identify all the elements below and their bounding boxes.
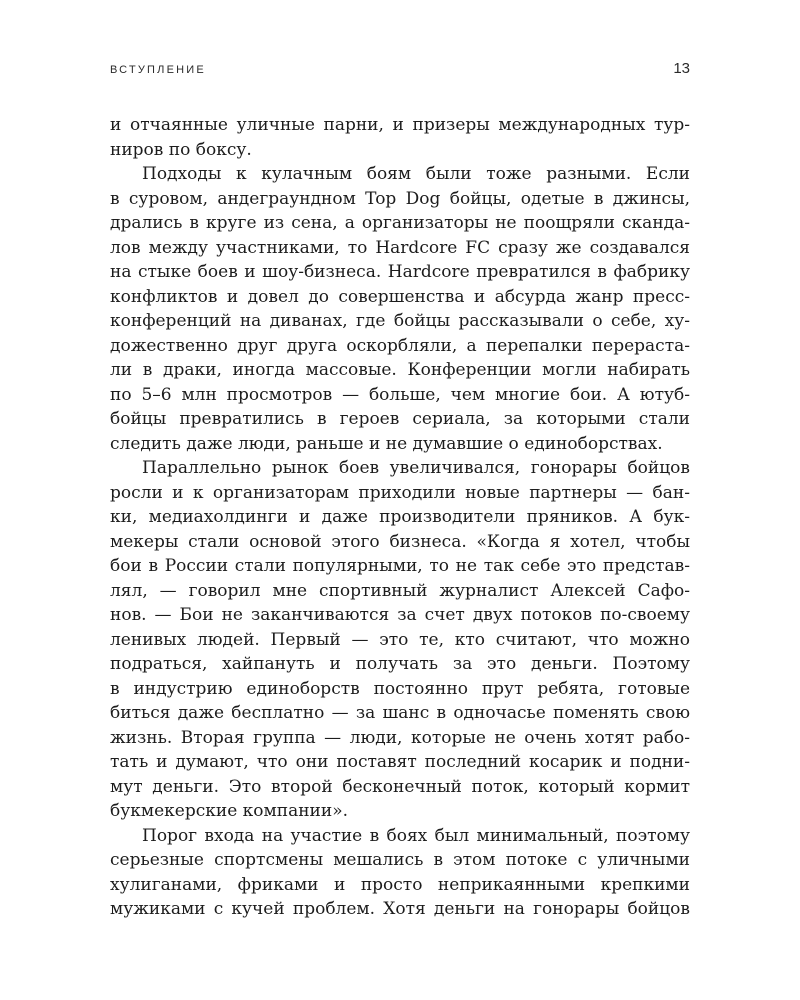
text-line: серьезные спортсмены мешались в этом потоке с уличными: [110, 850, 690, 870]
body-text: [110, 113, 690, 922]
text-line: в суровом, андеграундном Top Dog бойцы, одетые в джинсы,: [110, 188, 690, 209]
text-line: хулиганами, фриками и просто неприкаянными крепкими: [110, 874, 690, 895]
text-line: жизнь. Вторая группа — люди, которые не очень хотят рабо-: [110, 727, 690, 748]
text-line: лов между участниками, то Hardcore FC сразу же создавался: [110, 237, 690, 258]
text-line: ки, медиахолдинги и даже производители пряников. А бук-: [110, 507, 690, 527]
page-number: 13: [673, 60, 690, 77]
text-line: бойцы превратились в героев сериала, за которыми стали: [110, 409, 690, 429]
text-line: по 5–6 млн просмотров — больше, чем многие бои. А ютуб-: [110, 384, 690, 405]
text-line: лял, — говорил мне спортивный журналист Алексей Сафо-: [110, 580, 690, 601]
text-line: на стыке боев и шоу-бизнеса. Hardcore превратился в фабрику: [110, 262, 690, 282]
text-line: ниров по боксу.: [110, 139, 252, 160]
text-line: ленивых людей. Первый — это те, кто считают, что можно: [110, 629, 690, 650]
text-line: подраться, хайпануть и получать за это деньги. Поэтому: [110, 654, 690, 674]
text-line: ли в драки, иногда массовые. Конференции могли набирать: [110, 360, 690, 380]
text-line: мут деньги. Это второй бесконечный поток, который кормит: [110, 776, 690, 797]
running-head: ВСТУПЛЕНИЕ: [110, 64, 206, 76]
text-line: Подходы к кулачным боям были тоже разными. Если: [142, 164, 690, 184]
text-line: бои в России стали популярными, то не так себе это представ-: [110, 556, 690, 576]
text-line: росли и к организаторам приходили новые партнеры — бан-: [110, 482, 690, 503]
text-line: конфликтов и довел до совершенства и абсурда жанр пресс-: [110, 286, 690, 307]
text-line: нов. — Бои не заканчиваются за счет двух потоков по-своему: [110, 605, 690, 625]
text-line: мекеры стали основой этого бизнеса. «Когда я хотел, чтобы: [110, 531, 690, 552]
text-line: в индустрию единоборств постоянно прут ребята, готовые: [110, 678, 690, 699]
text-line: тать и думают, что они поставят последний косарик и подни-: [110, 752, 690, 772]
text-line: дожественно друг друга оскорбляли, а перепалки перераста-: [110, 335, 690, 356]
text-line: следить даже люди, раньше и не думавшие о единоборствах.: [110, 433, 663, 454]
text-line: Параллельно рынок боев увеличивался, гонорары бойцов: [142, 458, 690, 478]
text-line: мужиками с кучей проблем. Хотя деньги на гонорары бойцов: [110, 899, 690, 919]
text-line: Порог входа на участие в боях был минимальный, поэтому: [142, 825, 690, 846]
text-line: и отчаянные уличные парни, и призеры международных тур-: [110, 115, 690, 135]
text-line: биться даже бесплатно — за шанс в одночасье поменять свою: [110, 703, 690, 723]
text-line: букмекерские компании».: [110, 801, 348, 821]
text-line: конференций на диванах, где бойцы рассказывали о себе, ху-: [110, 311, 690, 331]
text-line: дрались в круге из сена, а организаторы не поощряли сканда-: [110, 213, 690, 233]
